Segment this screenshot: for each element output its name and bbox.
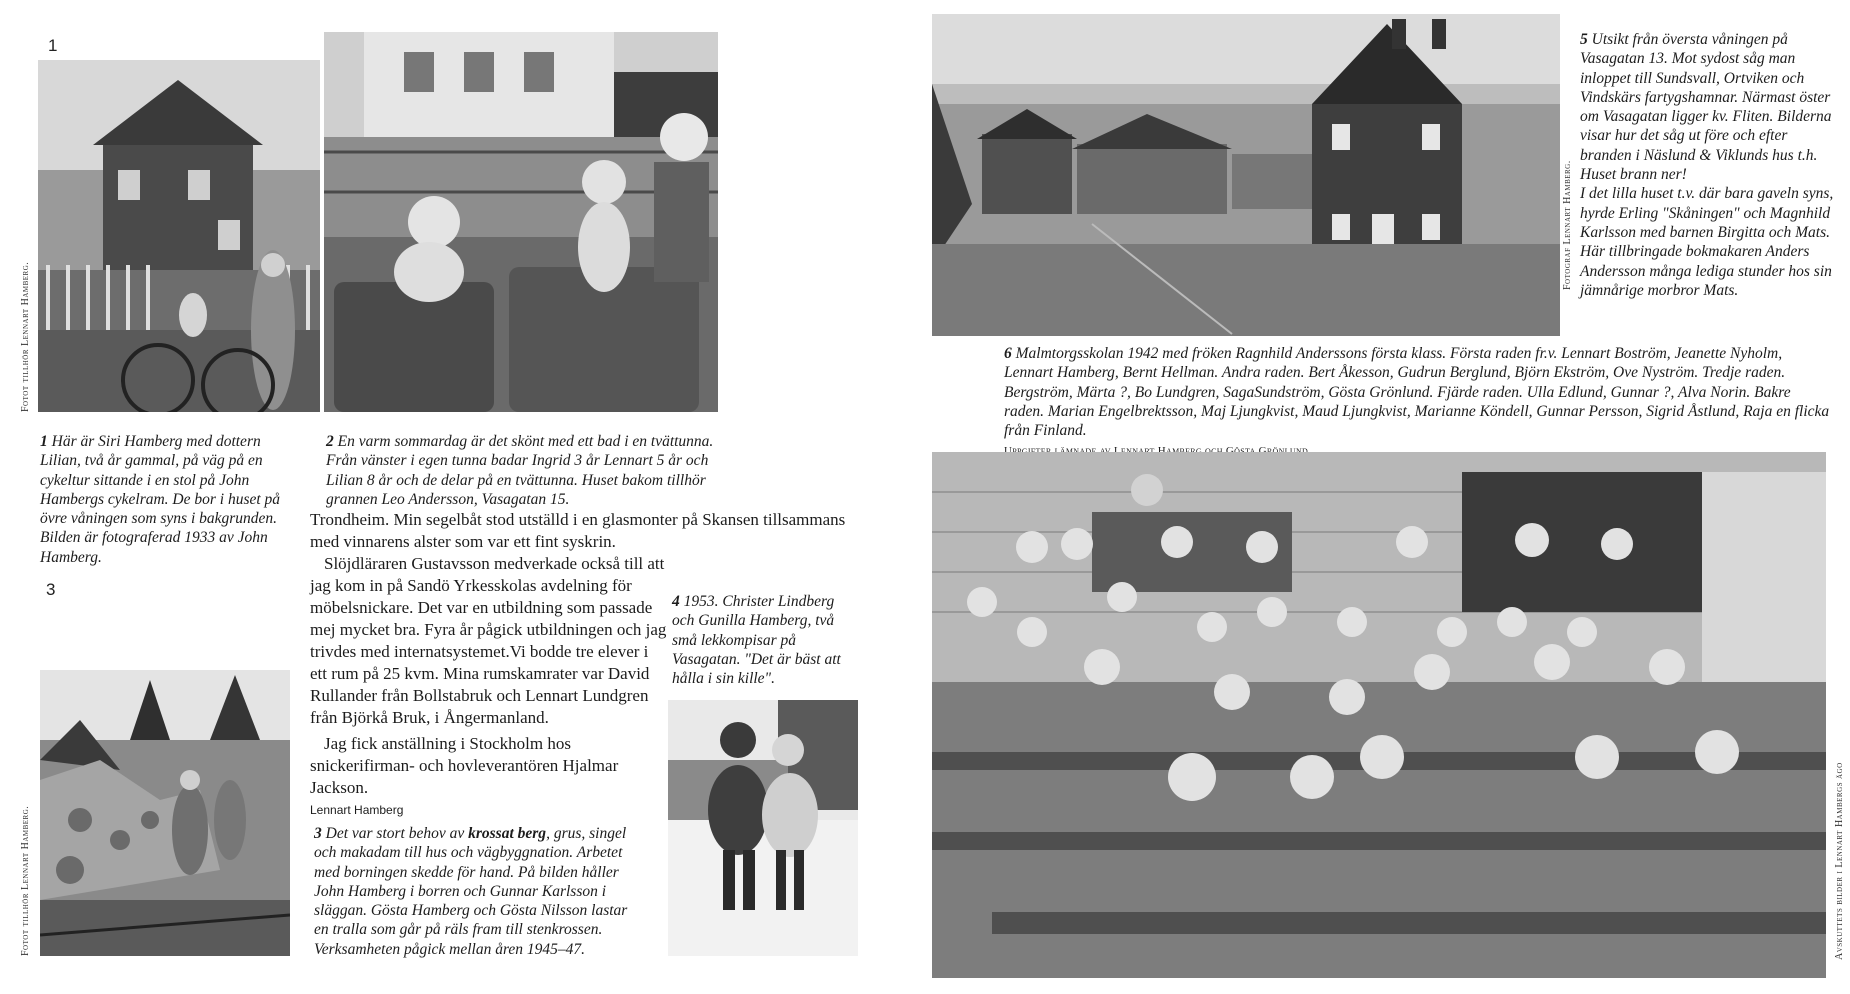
caption-3-pre: Det var stort behov av xyxy=(325,825,469,842)
photo-4-two-children xyxy=(668,700,858,956)
body-paragraph-1: Trondheim. Min segelbåt stod utställd i en glasmonter på Skansen tillsammans med vinnarens alster som var ett fint syskrin. xyxy=(310,510,846,551)
caption-1-number: 1 xyxy=(40,433,48,450)
children-snow-image-icon xyxy=(668,700,858,956)
caption-5 xyxy=(1580,30,1836,300)
credit-photo-5: Fotograf Lennart Hamberg. xyxy=(1562,160,1573,290)
author-signature: Lennart Hamberg xyxy=(310,803,404,817)
caption-2 xyxy=(326,432,720,509)
photo-1-family-bicycle xyxy=(38,60,320,412)
photo-3-rock-crushing xyxy=(40,670,290,956)
photo-number-1: 1 xyxy=(48,36,58,55)
photo-2-children-bathing xyxy=(324,32,718,412)
caption-4 xyxy=(672,592,858,688)
caption-3-post: , grus, singel och makadam till hus och vägbyggnation. Arbetet med borningen skedde för hand. På bilden håller John Hamberg i borren och Gunnar Karlsson i släggan. Gösta Hamberg och Gösta Nilsson lastar en tralla som går på räls fram till stenkrossen. Verksamheten pågick mellan åren 1945–47. xyxy=(314,825,628,958)
classroom-image-icon xyxy=(932,452,1826,978)
photo-6-school-class xyxy=(932,452,1826,978)
caption-1 xyxy=(40,432,290,567)
photo-5-view-vasagatan xyxy=(932,14,1560,336)
caption-5-number: 5 xyxy=(1580,31,1588,48)
tub-image-icon xyxy=(324,32,718,412)
caption-2-text: En varm sommardag är det skönt med ett bad i en tvättunna. Från vänster i egen tunna badar Ingrid 3 år Lennart 5 år och Lilian 8 år och de delar på en tvättunna. Huset bakom tillhör grannen Leo Andersson, Vasagatan 15. xyxy=(326,433,714,508)
townscape-image-icon xyxy=(932,14,1560,336)
credit-photo-1: Fotot tillhör Lennart Hamberg. xyxy=(20,261,31,412)
body-paragraph-2: Slöjdläraren Gustavsson medverkade också till att jag kom in på Sandö Yrkesskolas avdelning för möbelsnickare. Det var en utbildning som passade mej mycket bra. Fyra år pågick utbildningen och jag trivdes med internatsystemet.Vi bodde tre elever i ett rum på 25 kvm. Mina rumskamrater var David Rullander från Bollstabruk och Lennart Lundgren från Björkå Bruk, i Ångermanland. xyxy=(310,554,667,727)
caption-5-text-2: I det lilla huset t.v. där bara gaveln syns, hyrde Erling "Skåningen" och Magnhild Karlsson med barnen Birgitta och Mats. Här tillbringade bokmakaren Anders Andersson många lediga stunder hos sin jämnårige morbror Mats. xyxy=(1580,185,1834,299)
article-body xyxy=(310,509,862,553)
caption-5-text: Utsikt från översta våningen på Vasagatan 13. Mot sydost såg man inloppet till Sundsvall, Ortviken och Vindskärs fartygshamnar. Närmast öster om Vasagatan ligger kv. Fliten. Bilderna visar hur det såg ut före och efter branden i Näslund & Viklunds hus t.h. Huset brann ner! xyxy=(1580,31,1832,184)
caption-6-number: 6 xyxy=(1004,345,1012,362)
caption-6-text: Malmtorgsskolan 1942 med fröken Ragnhild Anderssons första klass. Första raden fr.v. Lennart Boström, Jeanette Nyholm, Lennart Hamberg, Bernt Hellman. Andra raden. Bert Åkesson, Gudrun Berglund, Björn Ekström, Ove Nyström. Tredje raden. Bergström, Märta ?, Bo Lundgren, SagaSundström, Gösta Grönlund. Fjärde raden. Ulla Edlund, Gunnar ?, Alva Norin. Bakre raden. Marian Engelbrektsson, Maj Ljungkvist, Maud Ljungkvist, Marianne Köndell, Gunnar Persson, Sigrid Åstlund, Raja en flicka från Finland. xyxy=(1004,345,1830,440)
house-image-icon xyxy=(38,60,320,412)
caption-4-number: 4 xyxy=(672,593,680,610)
caption-2-number: 2 xyxy=(326,433,334,450)
body-paragraph-3: Jag fick anställning i Stockholm hos snickerifirman- och hovleverantören Hjalmar Jackson. xyxy=(310,734,619,797)
caption-3-number: 3 xyxy=(314,825,322,842)
article-body-column xyxy=(310,553,668,821)
quarry-image-icon xyxy=(40,670,290,956)
photo-number-3: 3 xyxy=(46,580,56,599)
caption-4-text: 1953. Christer Lindberg och Gunilla Hamberg, två små lekkompisar på Vasagatan. "Det är bäst att hålla i sin kille". xyxy=(672,593,841,688)
caption-6 xyxy=(1004,344,1832,462)
caption-3-bold: krossat berg xyxy=(468,825,547,842)
caption-3 xyxy=(314,824,644,959)
caption-1-text: Här är Siri Hamberg med dottern Lilian, två år gammal, på väg på en cykeltur sittande i en stol på John Hambergs cykelram. De bor i huset på övre våningen som syns i bakgrunden. Bilden är fotograferad 1933 av John Hamberg. xyxy=(40,433,281,566)
credit-photo-6: Avskuttets bilder i Lennart Hambergs ägo xyxy=(1834,762,1845,960)
credit-photo-3: Fotot tillhör Lennart Hamberg. xyxy=(20,805,31,956)
